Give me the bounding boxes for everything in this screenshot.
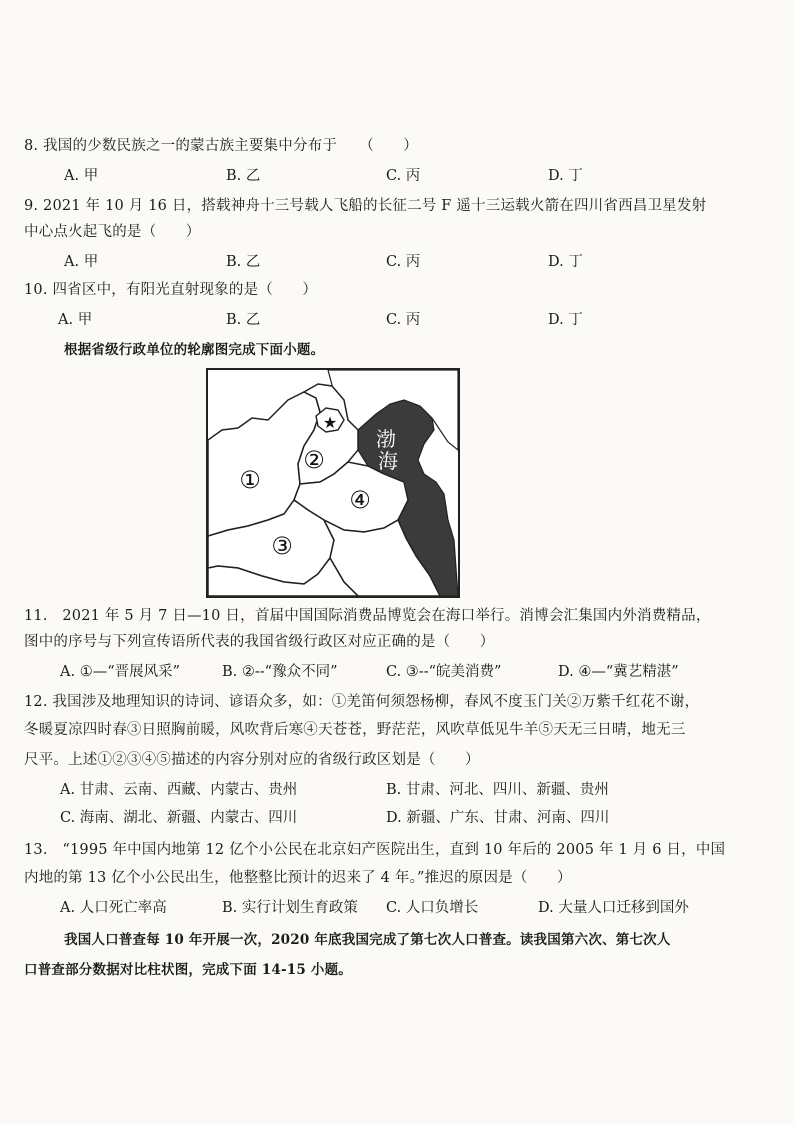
- q11-stem-line1: 11. 2021 年 5 月 7 日—10 日，首届中国国际消费品博览会在海口举行。消博会汇集国内外消费精品，: [24, 608, 711, 624]
- chart-intro-line2: 口普查部分数据对比柱状图，完成下面 14-15 小题。: [24, 962, 352, 978]
- q8-option-b[interactable]: B. 乙: [226, 168, 261, 184]
- province-outline-map: [206, 368, 460, 598]
- q13-stem-line2: 内地的第 13 亿个小公民出生，他整整比预计的迟来了 4 年。”推迟的原因是（ ）: [24, 870, 572, 886]
- q13-option-d[interactable]: D. 大量人口迁移到国外: [538, 900, 689, 916]
- q9-option-b[interactable]: B. 乙: [226, 254, 261, 270]
- q13-stem-line1: 13. “1995 年中国内地第 12 亿个小公民在北京妇产医院出生，直到 10 年后的 2005 年 1 月 6 日，中国: [24, 842, 726, 858]
- sea-label-hai: 海: [378, 449, 398, 473]
- q10-stem: 10. 四省区中，有阳光直射现象的是（ ）: [24, 282, 318, 298]
- map-label-3: ③: [271, 532, 293, 560]
- chart-intro-line1: 我国人口普查每 10 年开展一次，2020 年底我国完成了第七次人口普查。读我国第六次、第七次人: [64, 932, 671, 948]
- q12-option-b[interactable]: B. 甘肃、河北、四川、新疆、贵州: [386, 782, 609, 798]
- q12-stem-line2: 冬暖夏凉四时春③日照胸前暖，风吹背后寒④天苍苍，野茫茫，风吹草低见牛羊⑤天无三日晴，地无三: [24, 722, 686, 738]
- q11-stem-line2: 图中的序号与下列宣传语所代表的我国省级行政区对应正确的是（ ）: [24, 634, 495, 650]
- q9-stem-line2: 中心点火起飞的是（ ）: [24, 224, 201, 240]
- map-label-4: ④: [349, 486, 371, 514]
- capital-star-icon: ★: [322, 413, 338, 432]
- q8-stem: 8. 我国的少数民族之一的蒙古族主要集中分布于 （ ）: [24, 138, 418, 154]
- q12-option-c[interactable]: C. 海南、湖北、新疆、内蒙古、四川: [60, 810, 298, 826]
- q11-option-a[interactable]: A. ①—“晋展风采”: [60, 664, 181, 680]
- q11-option-d[interactable]: D. ④—“冀艺精湛”: [558, 664, 679, 680]
- q12-option-d[interactable]: D. 新疆、广东、甘肃、河南、四川: [386, 810, 610, 826]
- map-intro-text: 根据省级行政单位的轮廓图完成下面小题。: [64, 342, 325, 358]
- map-label-2: ②: [303, 446, 325, 474]
- q9-option-d[interactable]: D. 丁: [548, 254, 583, 270]
- q8-option-a[interactable]: A. 甲: [64, 168, 99, 184]
- q12-option-a[interactable]: A. 甘肃、云南、西藏、内蒙古、贵州: [60, 782, 298, 798]
- q13-option-b[interactable]: B. 实行计划生育政策: [222, 900, 358, 916]
- q8-option-d[interactable]: D. 丁: [548, 168, 583, 184]
- map-label-1: ①: [239, 466, 261, 494]
- q12-stem-line3: 尺平。上述①②③④⑤描述的内容分别对应的省级行政区划是（ ）: [24, 752, 480, 768]
- q11-option-b[interactable]: B. ②--“豫众不同”: [222, 664, 338, 680]
- q9-option-a[interactable]: A. 甲: [64, 254, 99, 270]
- q9-stem-line1: 9. 2021 年 10 月 16 日，搭载神舟十三号载人飞船的长征二号 F 遥十三运载火箭在四川省西昌卫星发射: [24, 198, 707, 214]
- q11-option-c[interactable]: C. ③--“皖美消费”: [386, 664, 502, 680]
- q10-option-c[interactable]: C. 丙: [386, 312, 421, 328]
- map-svg: [208, 370, 458, 596]
- q10-option-d[interactable]: D. 丁: [548, 312, 583, 328]
- q9-option-c[interactable]: C. 丙: [386, 254, 421, 270]
- q10-option-a[interactable]: A. 甲: [58, 312, 93, 328]
- sea-label-bo: 渤: [376, 427, 396, 451]
- q10-option-b[interactable]: B. 乙: [226, 312, 261, 328]
- q13-option-c[interactable]: C. 人口负增长: [386, 900, 479, 916]
- q13-option-a[interactable]: A. 人口死亡率高: [60, 900, 167, 916]
- q8-option-c[interactable]: C. 丙: [386, 168, 421, 184]
- q12-stem-line1: 12. 我国涉及地理知识的诗词、谚语众多，如：①羌笛何须怨杨柳，春风不度玉门关②万紫千红花不谢，: [24, 694, 700, 710]
